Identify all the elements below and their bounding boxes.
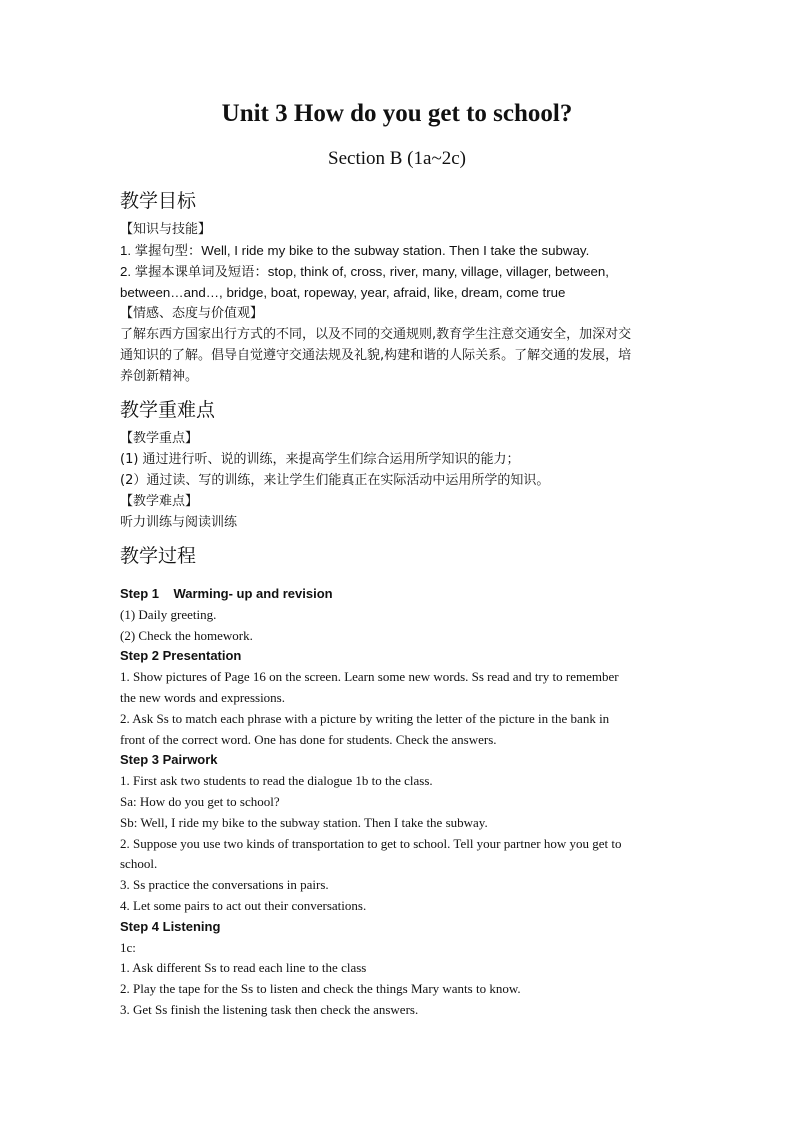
key-points-heading: 教学重难点 [120,399,216,421]
objectives-heading: 教学目标 [120,190,197,212]
page-subtitle: Section B (1a~2c) [328,148,466,169]
emotion-line-3: 养创新精神。 [120,369,199,384]
emotion-line-1: 了解东西方国家出行方式的不同，以及不同的交通规则,教育学生注意交通安全，加深对交 [120,327,632,342]
step-4-line-3: 3. Get Ss finish the listening task then check the answers. [120,1001,419,1017]
step-3-line-6: 3. Ss practice the conversations in pairs. [120,877,329,893]
emotion-label: 【情感、态度与价值观】 [120,306,264,321]
emotion-line-2: 通知识的了解。倡导自觉遵守交通法规及礼貌,构建和谐的人际关系。了解交通的发展，培 [120,348,632,363]
page-title: Unit 3 How do you get to school? [221,100,573,127]
document-body [120,186,676,1021]
objective-point-2-line-2: between…and…, bridge, boat, ropeway, year, afraid, like, dream, come true [120,285,566,300]
step-2-line-1: 1. Show pictures of Page 16 on the screen. Learn some new words. Ss read and try to remember [120,669,619,685]
step-1-line-1: (1) Daily greeting. [120,606,217,622]
process-heading: 教学过程 [120,545,197,567]
step-2-line-3: 2. Ask Ss to match each phrase with a picture by writing the letter of the picture in the bank in [120,710,610,726]
step-4-heading: Step 4 Listening [120,918,221,934]
objective-point-1: 1. 掌握句型：Well, I ride my bike to the subway station. Then I take the subway. [120,243,590,258]
step-1-line-2: (2) Check the homework. [120,627,253,643]
step-3-line-3: Sb: Well, I ride my bike to the subway station. Then I take the subway. [120,814,488,830]
difficulty-label: 【教学难点】 [120,494,199,509]
objective-point-2-line-1: 2. 掌握本课单词及短语：stop, think of, cross, river, many, village, villager, between, [120,264,609,279]
step-3-line-4: 2. Suppose you use two kinds of transportation to get to school. Tell your partner how you get to [120,835,622,851]
difficulty-text: 听力训练与阅读训练 [120,515,238,530]
step-2-heading: Step 2 Presentation [120,648,242,664]
step-3-line-7: 4. Let some pairs to act out their conversations. [120,897,367,913]
step-3-line-1: 1. First ask two students to read the dialogue 1b to the class. [120,773,433,789]
focus-item-1: (1) 通过进行听、说的训练，来提高学生们综合运用所学知识的能力； [120,452,520,467]
step-3-line-5: school. [120,856,158,872]
step-4-line-2: 2. Play the tape for the Ss to listen and check the things Mary wants to know. [120,981,521,997]
focus-item-2: (2）通过读、写的训练，来让学生们能真正在实际活动中运用所学的知识。 [120,473,550,488]
step-2-line-4: front of the correct word. One has done for students. Check the answers. [120,731,497,747]
knowledge-label: 【知识与技能】 [120,222,212,237]
step-4-line-0: 1c: [120,939,136,955]
focus-label: 【教学重点】 [120,431,199,446]
step-2-line-2: the new words and expressions. [120,689,285,705]
step-3-line-2: Sa: How do you get to school? [120,793,280,809]
step-4-line-1: 1. Ask different Ss to read each line to the class [120,960,367,976]
step-3-heading: Step 3 Pairwork [120,752,218,768]
step-1-heading: Step 1 Warming- up and revision [120,586,333,601]
